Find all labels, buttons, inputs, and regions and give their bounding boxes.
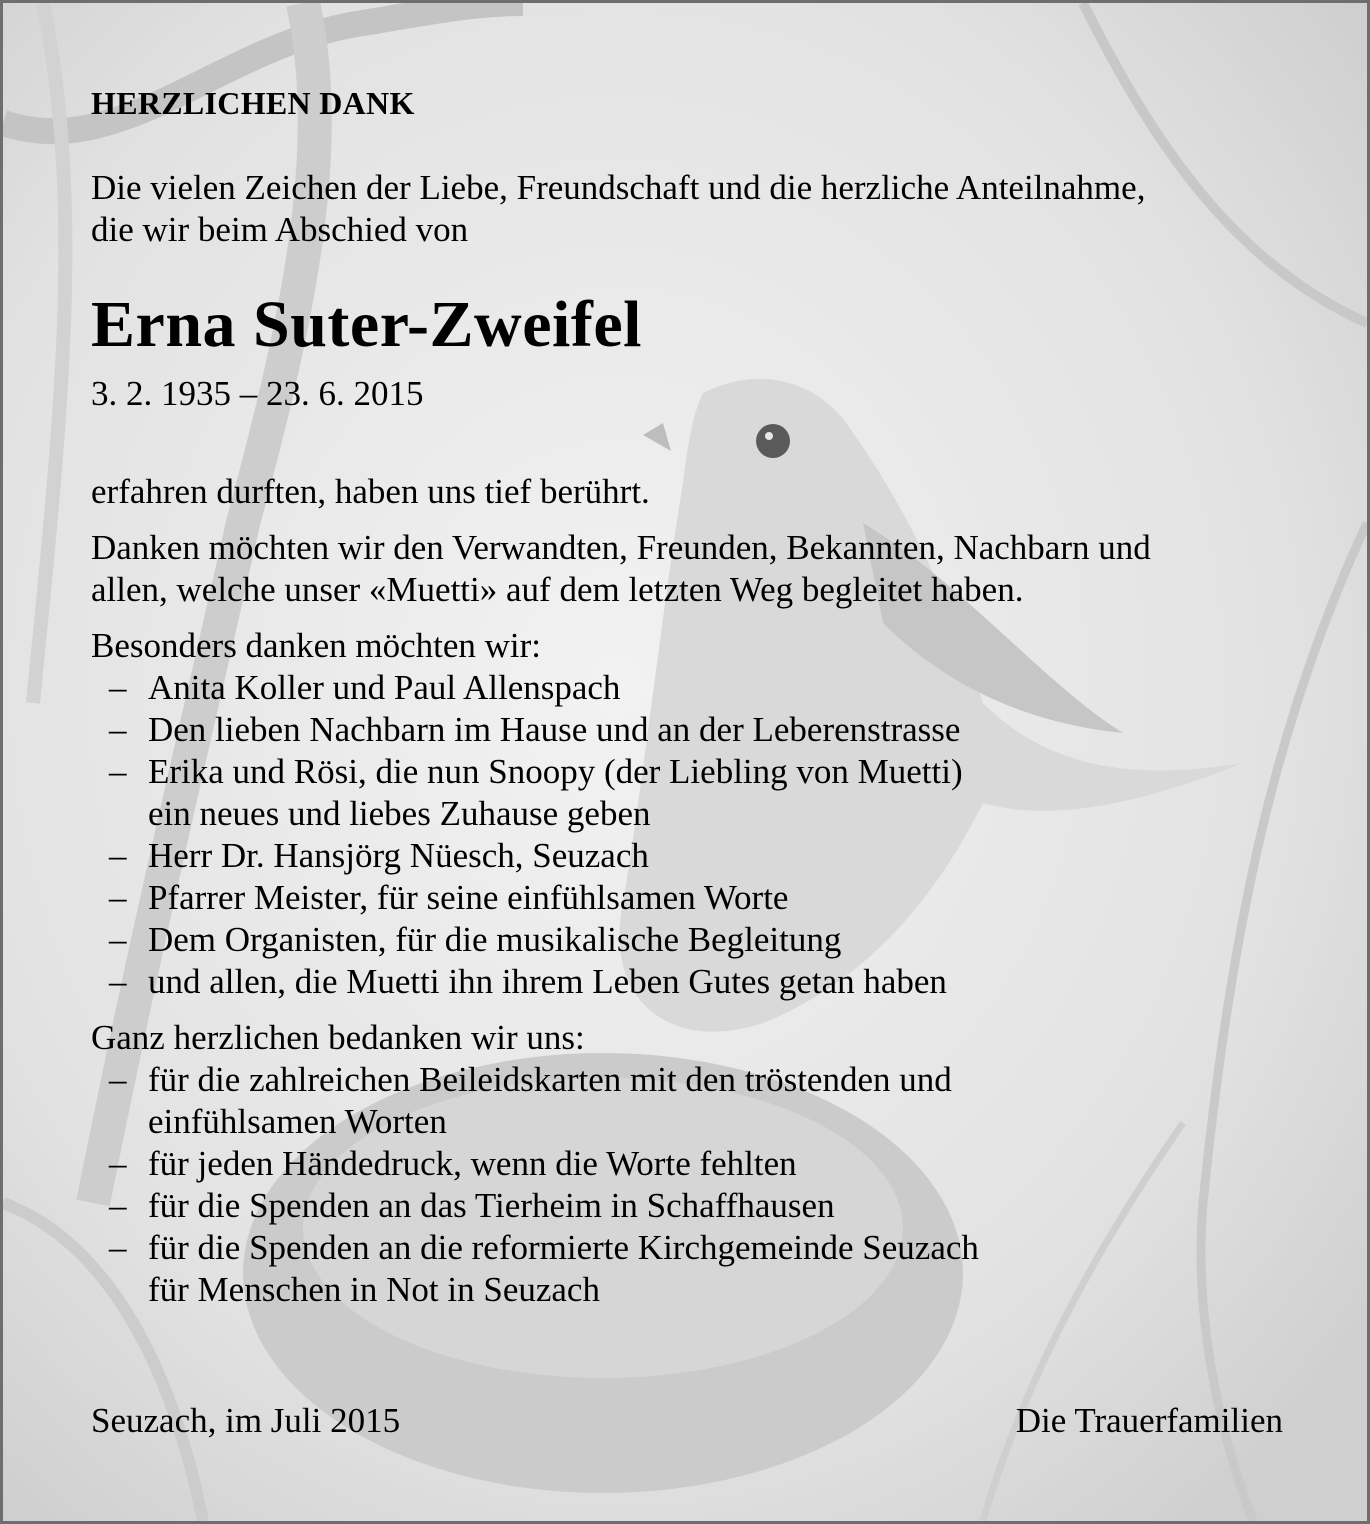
- heartfelt-thanks-intro: Ganz herzlichen bedanken wir uns:: [91, 1018, 585, 1057]
- signature: Die Trauerfamilien: [1015, 1401, 1283, 1440]
- thanks-line-1: Danken möchten wir den Verwandten, Freunden, Bekannten, Nachbarn und: [91, 528, 1151, 567]
- list-item: [91, 919, 1286, 961]
- thanks-line-2: allen, welche unser «Muetti» auf dem letzten Weg begleitet haben.: [91, 570, 1024, 609]
- list-item-text: für die Spenden an die reformierte Kirchgemeinde Seuzach: [148, 1228, 979, 1267]
- touched-line: erfahren durften, haben uns tief berührt.: [91, 472, 650, 511]
- list-item: [91, 961, 1286, 1003]
- deceased-name: Erna Suter-Zweifel: [91, 288, 642, 361]
- footer: [91, 1400, 1283, 1442]
- list-item: [91, 751, 1286, 835]
- dash-bullet: –: [109, 668, 127, 707]
- list-item: [91, 1143, 1286, 1185]
- list-item: [91, 835, 1286, 877]
- intro-line-1: Die vielen Zeichen der Liebe, Freundschaft und die herzliche Anteilnahme,: [91, 168, 1146, 207]
- dash-bullet: –: [109, 1228, 127, 1267]
- list-item-text-continued: ein neues und liebes Zuhause geben: [148, 794, 651, 833]
- list-item-text: Herr Dr. Hansjörg Nüesch, Seuzach: [148, 836, 649, 875]
- dash-bullet: –: [109, 1186, 127, 1225]
- list-item: [91, 667, 1286, 709]
- list-item-text: Anita Koller und Paul Allenspach: [148, 668, 621, 707]
- list-item: [91, 709, 1286, 751]
- list-item-text-continued: einfühlsamen Worten: [148, 1102, 447, 1141]
- list-item-text: für die zahlreichen Beileidskarten mit den tröstenden und: [148, 1060, 952, 1099]
- dash-bullet: –: [109, 878, 127, 917]
- special-thanks-intro: Besonders danken möchten wir:: [91, 626, 542, 665]
- dash-bullet: –: [109, 836, 127, 875]
- dash-bullet: –: [109, 962, 127, 1001]
- place-and-date: Seuzach, im Juli 2015: [91, 1401, 401, 1440]
- dash-bullet: –: [109, 752, 127, 791]
- list-item-text-continued: für Menschen in Not in Seuzach: [148, 1270, 600, 1309]
- heartfelt-thanks-list: [91, 1059, 1286, 1311]
- dash-bullet: –: [109, 920, 127, 959]
- dash-bullet: –: [109, 710, 127, 749]
- list-item: [91, 1059, 1286, 1143]
- dash-bullet: –: [109, 1144, 127, 1183]
- notice-content: [91, 81, 1286, 1311]
- intro-line-2: die wir beim Abschied von: [91, 210, 469, 249]
- list-item-text: und allen, die Muetti ihn ihrem Leben Gutes getan haben: [148, 962, 947, 1001]
- list-item-text: Dem Organisten, für die musikalische Begleitung: [148, 920, 842, 959]
- list-item: [91, 877, 1286, 919]
- list-item: [91, 1227, 1286, 1311]
- heading-herzlichen-dank: HERZLICHEN DANK: [91, 85, 415, 121]
- list-item-text: für die Spenden an das Tierheim in Schaffhausen: [148, 1186, 835, 1225]
- dash-bullet: –: [109, 1060, 127, 1099]
- list-item-text: Pfarrer Meister, für seine einfühlsamen Worte: [148, 878, 789, 917]
- list-item-text: Den lieben Nachbarn im Hause und an der Leberenstrasse: [148, 710, 961, 749]
- list-item: [91, 1185, 1286, 1227]
- special-thanks-list: [91, 667, 1286, 1003]
- life-dates: 3. 2. 1935 – 23. 6. 2015: [91, 374, 424, 413]
- list-item-text: Erika und Rösi, die nun Snoopy (der Liebling von Muetti): [148, 752, 963, 791]
- list-item-text: für jeden Händedruck, wenn die Worte fehlten: [148, 1144, 797, 1183]
